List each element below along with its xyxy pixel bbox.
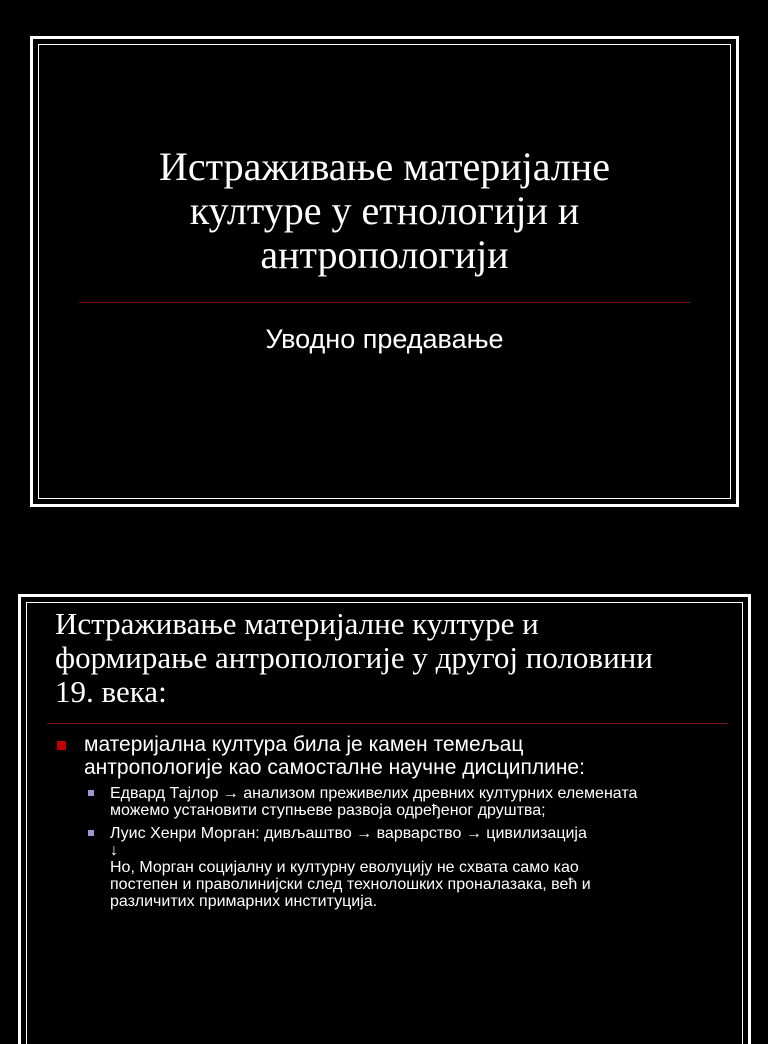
down-arrow-line: ↓ xyxy=(110,842,118,859)
sub-bullet-line: Едвард Тајлор → анализом преживелих древних културних елемената xyxy=(110,785,638,802)
sub-bullet-line: постепен и праволинијски след технолошких проналазака, већ и xyxy=(110,876,591,893)
slide-subtitle: Уводно предавање xyxy=(265,324,504,354)
square-bullet-icon xyxy=(88,830,94,836)
title-slide xyxy=(30,36,739,507)
bullet-list xyxy=(55,733,734,916)
slide-title: Истраживање материјалне културе у етнологији и антропологији xyxy=(159,144,610,277)
square-bullet-icon xyxy=(88,790,94,796)
sub-bullet-item-tylor xyxy=(84,785,734,819)
bullet-text-line: материјална култура била је камен темељац xyxy=(84,733,524,756)
sub-bullet-item-morgan xyxy=(84,825,734,910)
bullet-item xyxy=(55,733,734,779)
slide-heading: Истраживање материјалне културе и формирање антропологије у другој половини 19. века: xyxy=(55,606,653,709)
sub-bullet-line: можемо установити ступњеве развоја одређеног друштва; xyxy=(110,802,546,819)
sub-bullet-line: различитих примарних институција. xyxy=(110,893,378,910)
heading-divider xyxy=(47,723,728,724)
sub-bullet-line: Луис Хенри Морган: дивљаштво → варварство → цивилизација xyxy=(110,825,587,842)
content-slide xyxy=(18,594,751,1044)
square-bullet-icon xyxy=(57,741,66,750)
bullet-text-line: антропологије као самосталне научне дисциплине: xyxy=(84,756,585,779)
title-divider xyxy=(79,302,690,303)
sub-bullet-list xyxy=(55,785,734,910)
sub-bullet-line: Но, Морган социјалну и културну еволуцију не схвата само као xyxy=(110,859,579,876)
